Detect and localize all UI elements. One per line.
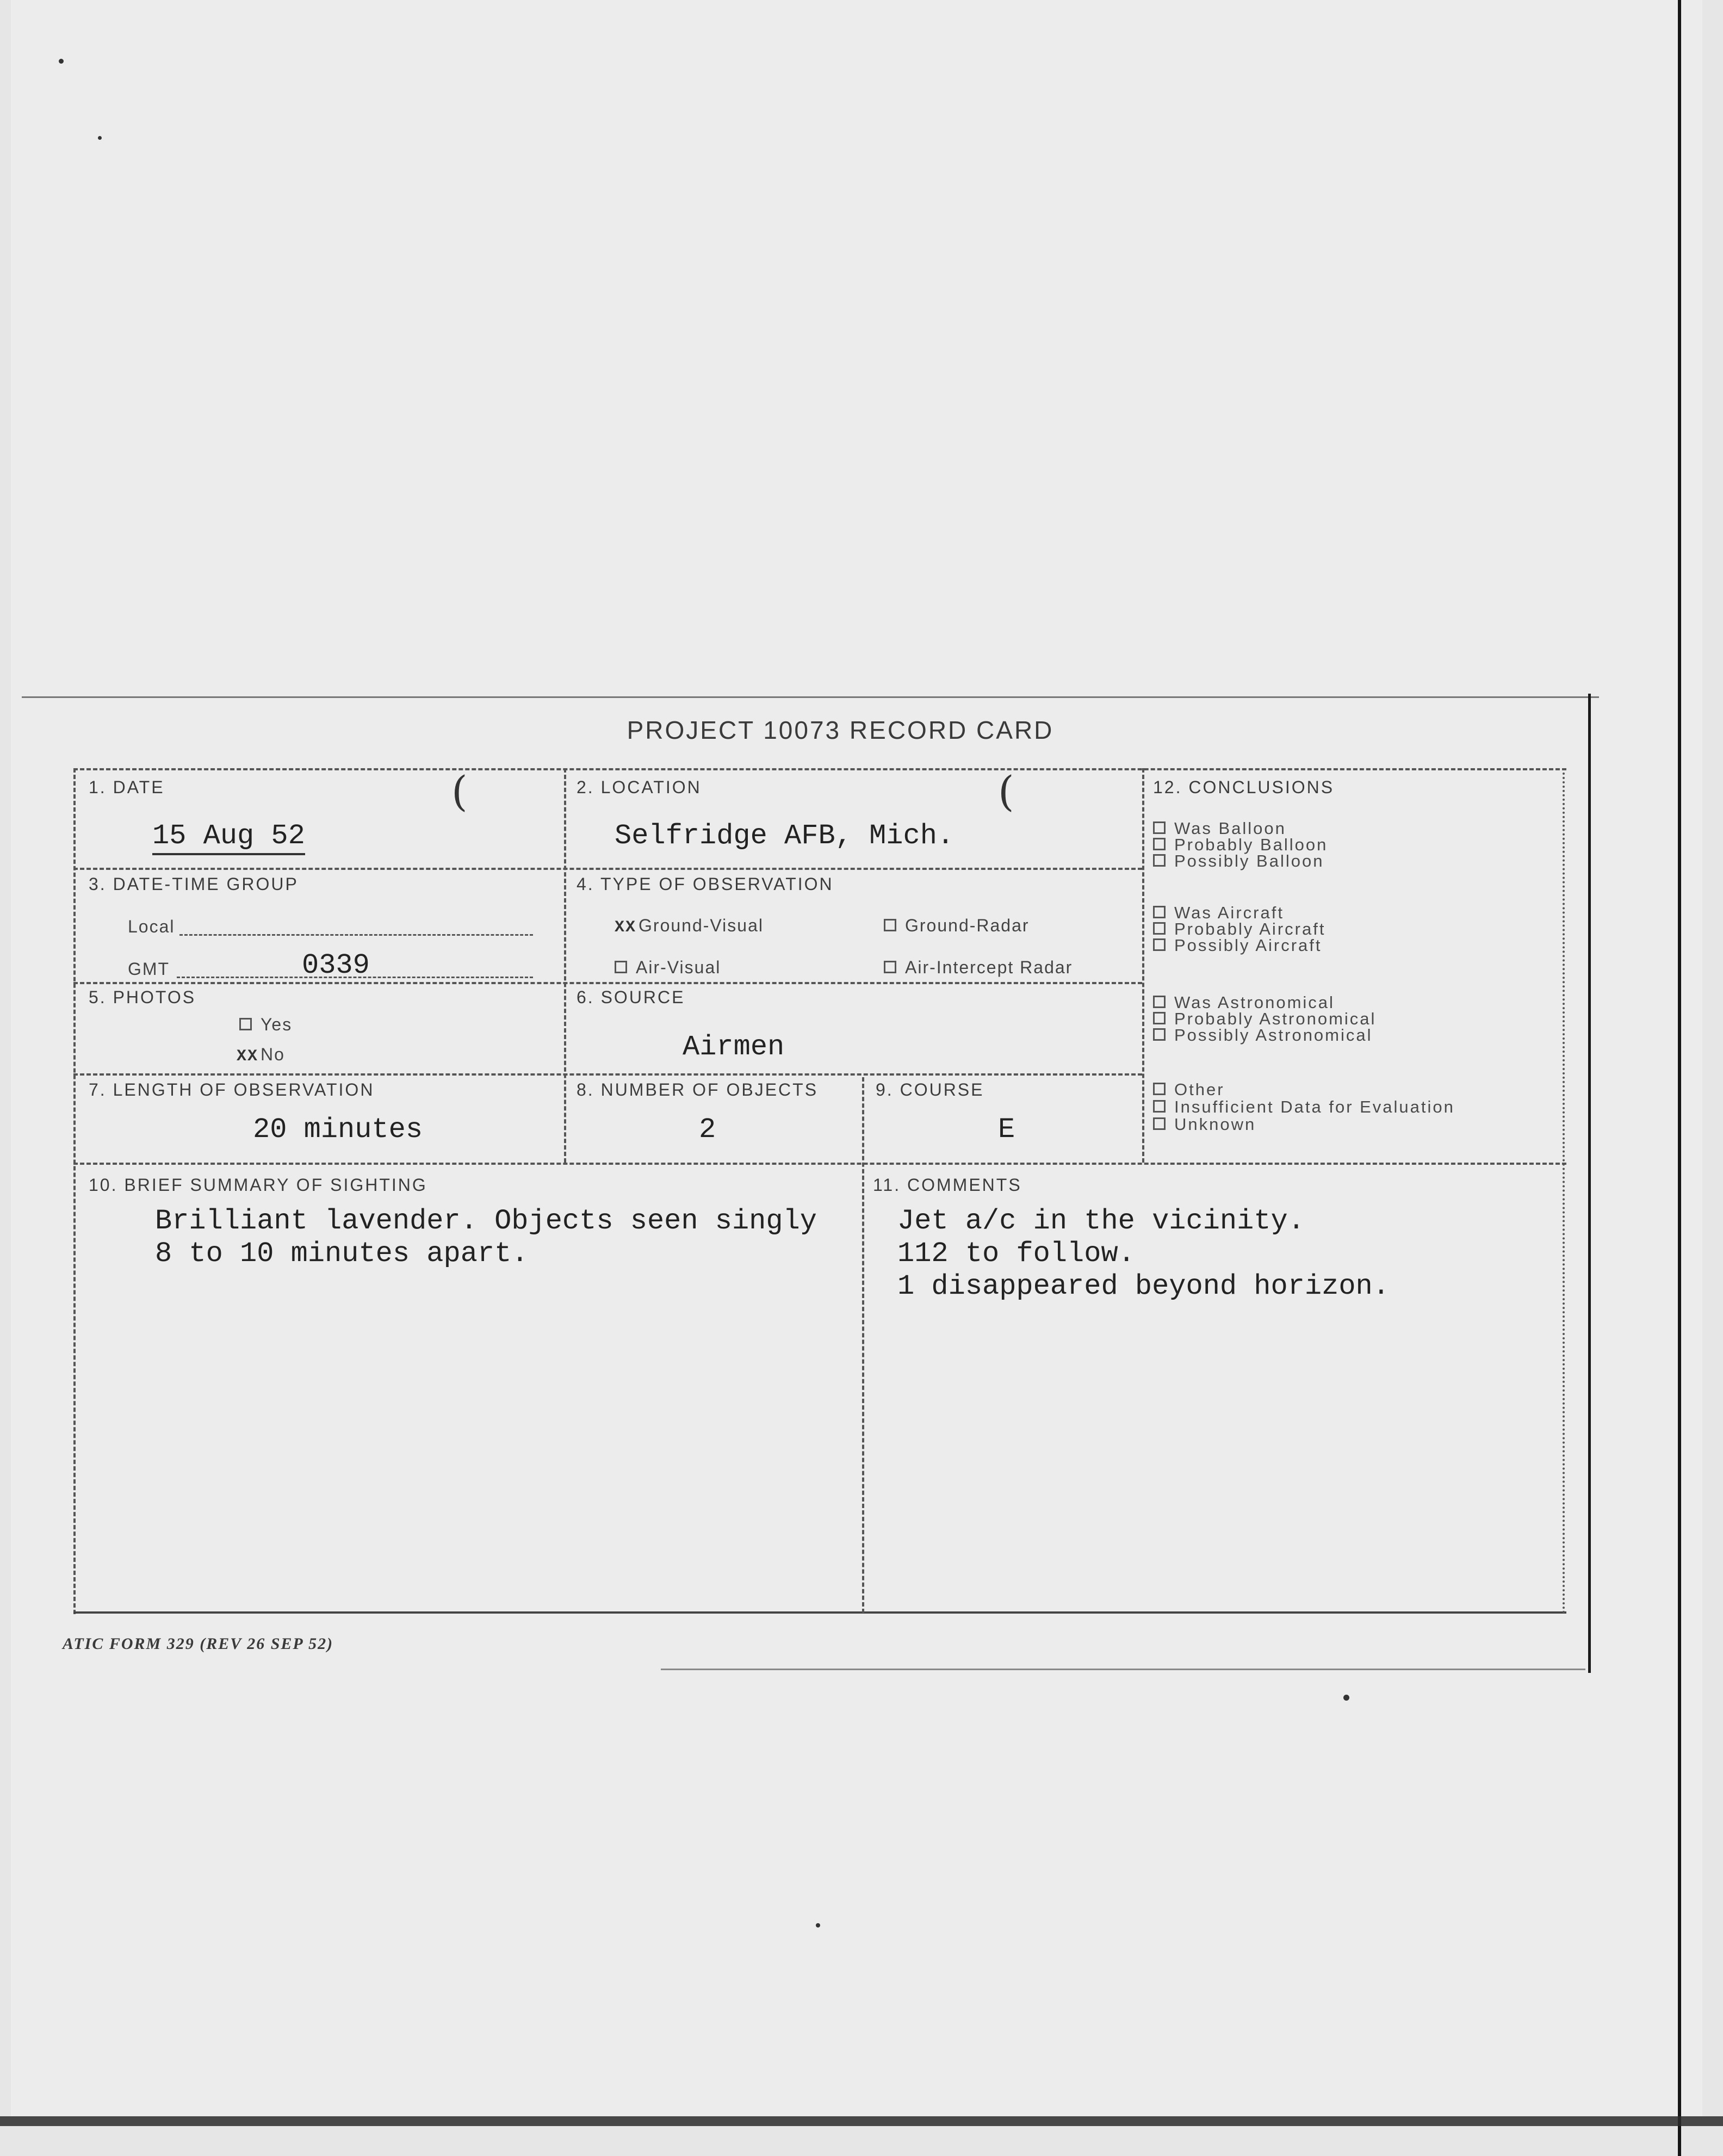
grid-line (73, 1611, 1566, 1614)
grid-line (73, 982, 1142, 984)
conclusion-option: Probably Balloon (1153, 835, 1328, 855)
checkbox (1153, 1012, 1166, 1024)
source-value: Airmen (683, 1031, 785, 1063)
grid-line (73, 1163, 1566, 1165)
checkbox (1153, 906, 1166, 918)
comments-label: 11. COMMENTS (873, 1175, 1022, 1195)
checkbox (1153, 1028, 1166, 1041)
brief-summary-label: 10. BRIEF SUMMARY OF SIGHTING (89, 1175, 427, 1195)
conclusion-option: Insufficient Data for Evaluation (1153, 1097, 1455, 1117)
length-of-observation-value: 20 minutes (253, 1114, 423, 1146)
checkbox (1153, 854, 1166, 867)
card-right-edge (1588, 694, 1591, 1673)
conclusion-option: Other (1153, 1080, 1225, 1099)
checkbox (239, 1018, 252, 1030)
form-number: ATIC FORM 329 (REV 26 SEP 52) (63, 1635, 334, 1653)
photos-yes-option: Yes (239, 1015, 292, 1035)
summary-line: Brilliant lavender. Objects seen singly (155, 1205, 817, 1237)
dust-speck (59, 59, 64, 64)
location-value: Selfridge AFB, Mich. (615, 820, 955, 852)
number-of-objects-label: 8. NUMBER OF OBJECTS (577, 1080, 819, 1099)
conclusion-option: Was Balloon (1153, 819, 1286, 838)
comment-line: Jet a/c in the vicinity. (897, 1205, 1305, 1237)
location-label: 2. LOCATION (577, 777, 702, 797)
dust-speck (816, 1923, 820, 1928)
checkbox (1153, 1083, 1166, 1095)
ground-visual-option: XX Ground-Visual (615, 916, 764, 937)
checkbox (884, 961, 896, 973)
grid-line (862, 1077, 864, 1613)
checkbox (1153, 1100, 1166, 1113)
checked-mark: XX (615, 918, 637, 937)
grid-line (73, 768, 1566, 770)
checkbox (1153, 938, 1166, 951)
page-bottom-shadow (0, 2116, 1723, 2126)
type-of-observation-label: 4. TYPE OF OBSERVATION (577, 874, 834, 894)
grid-line (73, 868, 1142, 870)
card-bottom-edge (661, 1669, 1585, 1670)
grid-line (73, 1073, 1142, 1076)
course-value: E (998, 1114, 1015, 1146)
length-of-observation-label: 7. LENGTH OF OBSERVATION (89, 1080, 375, 1099)
local-time-label: Local (128, 917, 175, 936)
checkbox (884, 919, 896, 931)
checkbox (1153, 922, 1166, 935)
page-edge-shadow (1678, 0, 1681, 2156)
dust-speck (98, 136, 102, 140)
source-label: 6. SOURCE (577, 987, 685, 1007)
conclusion-option: Probably Astronomical (1153, 1009, 1376, 1029)
record-card (63, 716, 1566, 1653)
air-intercept-radar-option: Air-Intercept Radar (884, 957, 1073, 978)
comment-line: 112 to follow. (897, 1238, 1135, 1270)
grid-line (1142, 768, 1144, 1163)
bracket-mark: ( (998, 767, 1014, 816)
bracket-mark: ( (451, 767, 468, 816)
grid-line (564, 768, 566, 1163)
air-visual-option: Air-Visual (615, 957, 721, 978)
checkbox (1153, 821, 1166, 834)
conclusion-option: Was Astronomical (1153, 993, 1335, 1012)
local-time-line (179, 934, 533, 936)
grid-line (1563, 768, 1565, 1614)
checkbox (1153, 1117, 1166, 1130)
date-time-group-label: 3. DATE-TIME GROUP (89, 874, 299, 894)
ground-radar-option: Ground-Radar (884, 916, 1030, 936)
gmt-label: GMT (128, 959, 170, 979)
checkbox (1153, 996, 1166, 1008)
conclusion-option: Possibly Balloon (1153, 851, 1324, 871)
date-value: 15 Aug 52 (152, 820, 305, 855)
conclusions-label: 12. CONCLUSIONS (1153, 777, 1335, 797)
course-label: 9. COURSE (876, 1080, 984, 1099)
gmt-value: 0339 (302, 949, 370, 981)
number-of-objects-value: 2 (699, 1114, 716, 1146)
dust-speck (1343, 1695, 1349, 1701)
checked-mark: XX (237, 1047, 259, 1066)
photos-label: 5. PHOTOS (89, 987, 196, 1007)
date-label: 1. DATE (89, 777, 165, 797)
card-top-edge (22, 696, 1599, 698)
photos-no-option: XX No (237, 1045, 285, 1066)
card-title: PROJECT 10073 RECORD CARD (627, 716, 1054, 744)
conclusion-option: Was Aircraft (1153, 903, 1284, 923)
summary-line: 8 to 10 minutes apart. (155, 1238, 529, 1270)
conclusion-option: Possibly Aircraft (1153, 936, 1322, 955)
conclusion-option: Possibly Astronomical (1153, 1026, 1373, 1045)
comment-line: 1 disappeared beyond horizon. (897, 1270, 1390, 1302)
checkbox (615, 961, 627, 973)
conclusion-option: Probably Aircraft (1153, 919, 1325, 939)
grid-line (73, 768, 76, 1614)
conclusion-option: Unknown (1153, 1115, 1256, 1134)
checkbox (1153, 838, 1166, 850)
